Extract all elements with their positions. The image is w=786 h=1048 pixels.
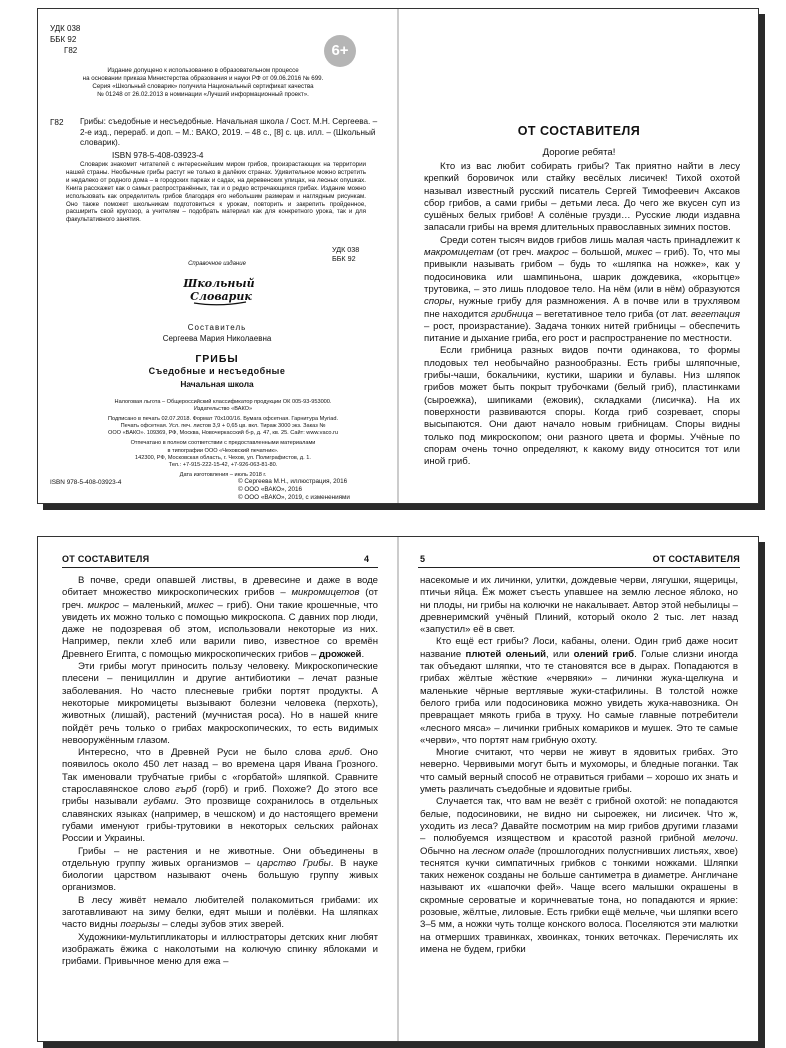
page-5 (400, 537, 758, 1041)
book-level: Начальная школа (180, 379, 254, 389)
page-4 (38, 537, 396, 1041)
term: грибница (490, 308, 534, 320)
copyrights (238, 478, 350, 502)
paragraph: Грибы – не растения и не животные. Они объединены в отдельную группу живых организмов – царство Грибы. В науке биологии царством называют очень большую группу живых организмов. (62, 845, 379, 894)
section-title: ОТ СОСТАВИТЕЛЯ (517, 124, 641, 138)
paragraph: Многие считают, что черви не живут в ядовитых грибах. Это неверно. Червивыми могут быть и мухоморы, и бледные поганки. Так что самый верный способ не отравиться грибами – хорошо их знать и уметь различать съедобные и ядовитые грибы. (420, 747, 738, 796)
approval-line: Издание допущено к использованию в образовательном процессе (107, 67, 299, 74)
header-rule (62, 567, 378, 568)
edition-kind: Справочное издание (188, 261, 246, 267)
term: гърб (175, 784, 197, 796)
term: микрос (87, 599, 120, 611)
gutter (397, 537, 399, 1041)
page-number: 4 (364, 554, 370, 564)
paragraph: В лесу живёт немало любителей полакомиться грибами: их заготавливают на зиму белки, едят мыши и полёвки. На шляпках часто видны погрызы – следы зубов этих зверей. (62, 894, 378, 931)
term: мелочи (703, 833, 736, 845)
print-line: ООО «ВАКО». 109369, РФ, Москва, Новочеркасский б-р, д. 47, кв. 25. Сайт: www.vaco.ru (107, 430, 339, 437)
bib-description: Грибы: съедобные и несъедобные. Начальная школа / Сост. М.Н. Сергеева. – 2-е изд., перераб. и доп. – М.: ВАКО, 2019. – 48 с., [8] с. цв. илл. – (Школьный словарик). (80, 117, 378, 147)
paragraph: Кто ещё ест грибы? Лоси, кабаны, олени. Один гриб даже носит название плютей оленьий, или олений гриб. Голые слизни иногда так объедают шляпки, что те становятся все в дырах. Попадаются в грибах жёлтые жёсткие «червяки» – личинки жука-щелкуна и маленькие чёрные вертлявые жуки-стафилины. В толстой ножке белого гриба или подосиновика можно увидеть жука-навозника. Он превращает мякоть гриба в труху. Но самые главные потребители «лесного мяса» – личинки грибных комариков и мушек. Это те самые «черви», что портят нам грибную охоту. (420, 636, 738, 746)
paragraph: Кто из вас любит собирать грибы? Так приятно найти в лесу крепкий боровичок или стайку весёлых лисичек! Тихой охотой называл известный русский писатель Сергей Тимофеевич Аксаков сбор грибов, а сами грибы – детьми леса. До чего же вкусен суп из сушёных белых грибов! А солёные грузди… Русские люди издавна запасали грибы на время длительных православных зимних постов. (424, 161, 740, 234)
isbn-bottom: ISBN 978-5-408-03923-4 (50, 479, 122, 486)
bold-term: дрожжей (319, 648, 362, 660)
greeting: Дорогие ребята! (542, 147, 616, 158)
udk-code: УДК 038 (50, 24, 81, 33)
series-logo-word2: Словарик (190, 290, 252, 303)
print-line: в типографии ООО «Чеховский печатник». (167, 447, 279, 454)
paragraph: Случается так, что вам не везёт с грибной охотой: не попадаются белые, подосиновики, не видно ни сыроежек, ни лисичек. Что ж, уходить из леса? Давайте посмотрим на мир грибов другими глазами – полюбуемся изяществом и красотой разной грибной мелочи. Обычно на лесном опаде (прошлогодних полусгнивших листьях, хвое) теснятся кучки симпатичных грибков с тонкими ножками. Шляпки таких неженок созданы не больше сантиметра в диаметре. Англичане называют их «шапочки фей». Чаще всего малышки окрашены в скромные сероватые и коричневатые тона, но попадаются и яркие: розовые, жёлтые, лиловые. Есть грибки ещё мельче, чьи шляпки всего 3–5 мм, а ножки чуть толще конского волоса. Поселяются эти малютки на отмерших травинках, хвоинках, тонких веточках. Перечислять их имена не будем, грибки (420, 796, 739, 955)
annotation-text: Словарик знакомит читателей с интереснейшим миром грибов, произрастающих на территории нашей страны. Необычные грибы растут не только в далёких странах. Удивительное можно встретить и недалеко от родного дома – в городских парках и садах, на деревенских улицах, на лесных опушках. Книга расскажет как о самых распространённых, так и о редко встречающихся грибах. Издание можно использовать как определитель грибов благодаря его небольшим размерам и наглядным рисункам. Оно также поможет школьникам подготовиться к урокам, повторить и закрепить пройденное, расширить свой кругозор, а учителям – подобрать материал как для конкретного урока, так и для факультативного занятия. (66, 161, 366, 224)
copyright-line: © ООО «ВАКО», 2016 (238, 486, 303, 493)
term: макрос (537, 247, 569, 259)
term: микес (625, 247, 653, 259)
bold-term: олений гриб (573, 648, 635, 660)
compiler-name-text: Сергеева Мария Николаевна (162, 334, 272, 343)
page-5-text (420, 575, 738, 956)
paragraph: В почве, среди опавшей листвы, в древесине и даже в воде обитает множество микроскопических грибов – микромицетов (от греч. микрос – маленький, микес – гриб). Они такие крошечные, что увидеть их можно только с помощью микроскопа. С давних пор люди, даже не подозревая об этом, использовали некоторые из них. Например, пекли хлеб или варили пиво, известное со времён Древнего Египта, с помощью микроскопических грибов – дрожжей. (62, 575, 379, 660)
paragraph: Если грибница разных видов почти одинакова, то формы плодовых тел необычайно разнообразны. Есть грибы шляпочные, грибы-чаши, бокальчики, кустики, шарики и булавы. Низ шляпок грибов может быть покрыт трубочками (белый гриб), пластинками (сыроежка), шипиками (ежовик), складками (лисичка). На их поверхности развиваются споры. Когда гриб созревает, споры высыпаются. Они дают начало новым грибницам. Споры видны только под микроскопом; они разного цвета и формы. Учёные по спорам очень точно определяют, к какому виду относится тот или иной гриб. (424, 345, 740, 468)
preface-text (424, 161, 740, 468)
term: погрызы (120, 919, 160, 931)
print-line: Тел.: +7-915-222-15-42, +7-926-063-81-80. (168, 461, 278, 468)
paragraph: Интересно, что в Древней Руси не было слова гриб. Оно появилось около 450 лет назад – во времена царя Ивана Грозного. Так именовали трубчатые грибы с «горбатой» шляпкой. Сравните старославянское слово гърб (горб) и гриб. Похоже? До этого все грибы называли губами. Это прозвище сохранилось в отдельных славянских языках (например, в чешском) и до настоящего времени губами именуют грибы-трутовики в некоторых сельских районах России и Украины. (62, 747, 378, 845)
print-line: Издательство «ВАКО» (193, 406, 253, 413)
bbk-code: ББК 92 (50, 35, 77, 44)
print-line: Отпечатано в полном соответствии с предоставленными материалами (130, 440, 316, 447)
paragraph: Художники-мультипликаторы и иллюстраторы детских книг любят изображать ёжика с наколотыми на колючую спинку яблоками и грибами. Привычное меню для ежа – (62, 931, 378, 968)
bold-term: плютей оленьий (465, 648, 547, 660)
classification-codes (50, 23, 80, 56)
approval-line: на основании приказа Министерства образования и науки РФ от 09.06.2016 № 699. (82, 75, 324, 82)
print-line: Дата изготовления – июль 2018 г. (179, 471, 267, 478)
print-line: Налоговая льгота – Общероссийский классификатор продукции ОК 005-93-953000. (114, 399, 332, 405)
bibliographic-record (50, 117, 380, 161)
bbk-code: ББК 92 (332, 254, 356, 263)
term: лесном опаде (472, 845, 535, 857)
print-line: 142300, РФ, Московская область, г. Чехов, ул. Полиграфистов, д. 1. (135, 454, 311, 461)
approval-notice (78, 67, 328, 99)
term: микромицетов (291, 587, 360, 599)
approval-line: Серия «Школьный словарик» получила Национальный сертификат качества (92, 83, 314, 90)
term: губами (143, 796, 176, 808)
copyright-line: © ООО «ВАКО», 2019, с изменениями (238, 494, 350, 501)
preface-page (400, 9, 758, 503)
age-rating-badge: 6+ (324, 35, 356, 67)
term: вегетация (690, 308, 741, 320)
isbn: ISBN 978-5-408-03923-4 (112, 150, 204, 160)
gutter (397, 9, 399, 503)
term: гриб (328, 747, 350, 759)
copyright-line: © Сергеева М.Н., иллюстрация, 2016 (238, 478, 348, 485)
term: макромицетам (424, 247, 494, 259)
print-line: Печать офсетная. Усл. печ. листов 3,9 + 0,65 цв. вкл. Тираж 3000 экз. Заказ № (120, 423, 326, 430)
imprint-page (38, 9, 396, 503)
running-head: ОТ СОСТАВИТЕЛЯ (62, 554, 150, 564)
page-number: 5 (420, 554, 426, 564)
book-title: ГРИБЫ (195, 353, 239, 365)
term: споры (424, 296, 452, 308)
term: микес (187, 599, 214, 611)
page-4-text (62, 575, 378, 969)
term: царство Грибы (256, 857, 331, 869)
series-logo (183, 273, 255, 307)
udk-code: УДК 038 (332, 245, 360, 254)
approval-line: № 01248 от 26.02.2013 в номинации «Лучший информационный проект». (97, 91, 309, 98)
book-subtitle: Съедобные и несъедобные (148, 366, 286, 376)
paragraph: Эти грибы могут приносить пользу человеку. Микроскопические плесени – пенициллин и другие антибиотики – лечат разные заболевания. Но часто плесневые грибки портят продукты. А некоторые микромицеты вызывают болезни человека (перхоть), животных (лишай), растений (мучнистая роса). Но в нашей книге пойдёт речь только о грибах макроскопических, то есть видимых невооружённым глазом. (62, 661, 378, 746)
print-line: Подписано в печать 02.07.2018. Формат 70x100/16. Бумага офсетная. Гарнитура Myriad. (107, 416, 339, 423)
compiler-label: Составитель (187, 323, 247, 332)
author-mark: Г82 (64, 46, 78, 55)
bib-code: Г82 (50, 118, 64, 127)
series-logo-word1: Школьный (183, 277, 255, 290)
running-head: ОТ СОСТАВИТЕЛЯ (652, 554, 740, 564)
bottom-spread (37, 536, 759, 1042)
paragraph: Среди сотен тысяч видов грибов лишь малая часть принадлежит к макромицетам (от греч. макрос – большой, микес – гриб). То, что мы привыкли называть грибом – будь то «шляпка на ножке», как у подосиновика или шампиньона, шарик дождевика, «корытце» трутовика, – это лишь плодовое тело. На нём (или в нём) образуются споры, нужные грибу для размножения. А в почве или в трухлявом пне находится грибница – вегетативное тело гриба (от лат. вегетация – рост, произрастание). Задача тонких нитей грибницы – обеспечить питание и дыхание гриба, его рост и распространение по местности. (424, 234, 741, 345)
paragraph: насекомые и их личинки, улитки, дождевые черви, лягушки, ящерицы, птичьи яйца. Ёж может съесть упавшее на землю лесное яблоко, но ни плоды, ни грибы на колючки не накалывает. Автор этой небылицы – древнеримский учёный Плиний, который около 2 тыс. лет назад «запустил» её в свет. (420, 575, 738, 636)
header-rule (418, 567, 740, 568)
annotation (66, 161, 366, 224)
top-spread (37, 8, 759, 504)
compiler-name (38, 334, 396, 343)
print-information (78, 399, 368, 479)
